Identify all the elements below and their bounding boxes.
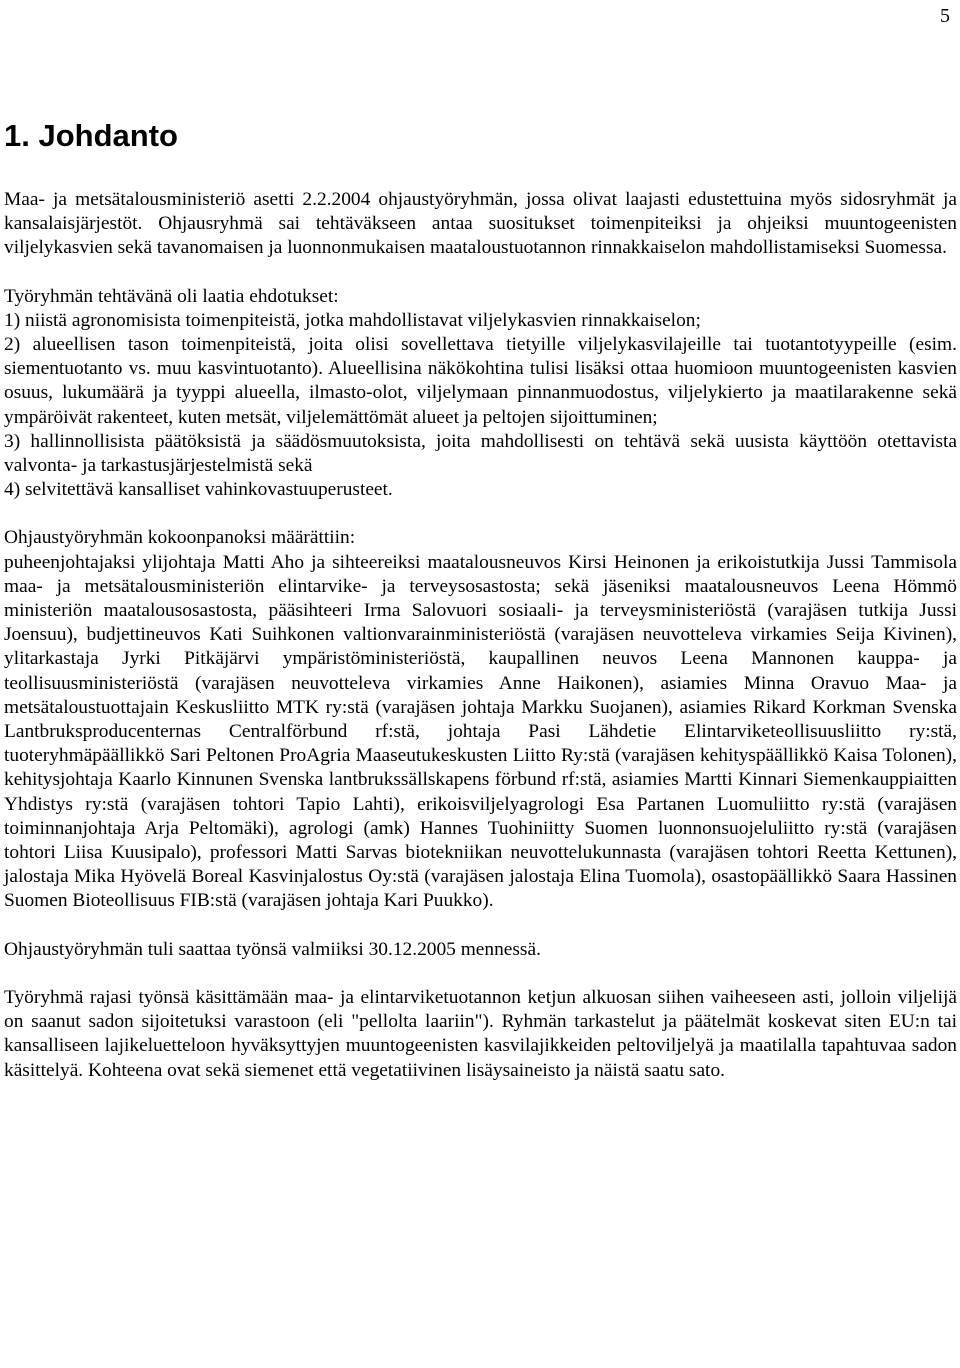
completion-paragraph: Ohjaustyöryhmän tuli saattaa työnsä valmiiksi 30.12.2005 mennessä. (4, 938, 541, 960)
task-item-3: 3) hallinnollisista päätöksistä ja säädösmuutoksista, joita mahdollisesti on tehtävä sekä uusista käyttöön otettavista valvonta- ja tarkastusjärjestelmistä sekä (4, 430, 957, 477)
task-section (4, 285, 957, 503)
composition-lead: Ohjaustyöryhmän kokoonpanoksi määrättiin: (4, 527, 356, 549)
scope-paragraph: Työryhmä rajasi työnsä käsittämään maa- ja elintarviketuotannon ketjun alkuosan siihen vaiheeseen asti, jolloin viljelijä on saanut sadon sijoitetuksi varastoon (eli "pellolta laariin"). Ryhmän tarkastelut ja päätelmät koskevat siten EU:n tai kansalliseen lajikeluetteloon hyväksyttyjen muuntogeenisten kasvilajikkeiden peltoviljelyä ja maatilalla tapahtuvaa sadon käsittelyä. Kohteena ovat sekä siemenet että vegetatiivinen lisäysaineisto ja näistä saatu sato. (4, 986, 957, 1081)
task-item-4: 4) selvitettävä kansalliset vahinkovastuuperusteet. (4, 479, 393, 501)
page-number: 5 (940, 5, 950, 27)
task-item-2: 2) alueellisen tason toimenpiteistä, joita olisi sovellettava tietyille viljelykasvilajeille tai tuotantotyypeille (esim. siementuotanto vs. muu kasvintuotanto). Alueellisina näkökohtina tulisi lisäksi ottaa huomioon muuntogeenisten kasvien osuus, lukumäärä ja tyyppi alueella, ilmasto-olot, viljelymaan pinnanmuodostus, viljelykierto ja maatilarakenne sekä ympäröivät rakenteet, kuten metsät, viljelemättömät alueet ja peltojen sijoittuminen; (4, 334, 957, 428)
intro-paragraph: Maa- ja metsätalousministeriö asetti 2.2.2004 ohjaustyöryhmän, jossa olivat laajasti edustettuina myös sidosryhmät ja kansalaisjärjestöt. Ohjausryhmä sai tehtäväkseen antaa suositukset toimenpiteiksi ja ohjeiksi muuntogeenisten viljelykasvien sekä tavanomaisen ja luonnonmukaisen maataloustuotannon rinnakkaiselon mahdollistamiseksi Suomessa. (4, 189, 957, 259)
task-item-1: 1) niistä agronomisista toimenpiteistä, jotka mahdollistavat viljelykasvien rinnakkaiselon; (4, 309, 701, 331)
section-heading: 1. Johdanto (4, 118, 178, 153)
composition-section (4, 526, 957, 913)
task-lead: Työryhmän tehtävänä oli laatia ehdotukset: (4, 285, 339, 307)
composition-members: puheenjohtajaksi ylijohtaja Matti Aho ja sihteereiksi maatalousneuvos Kirsi Heinonen ja erikoistutkija Jussi Tammisola maa- ja metsätalousministeriön elintarvike- ja terveysosastosta; sekä jäseniksi maatalousneuvos Leena Hömmö ministeriön maatalousosastosta, pääsihteeri Irma Salovuori sosiaali- ja terveysministeriöstä (varajäsen tutkija Jussi Joensuu), budjettineuvos Kati Suihkonen valtionvarainministeriöstä (varajäsen neuvotteleva virkamies Seija Kivinen), ylitarkastaja Jyrki Pitkäjärvi ympäristöministeriöstä, kaupallinen neuvos Leena Mannonen kauppa- ja teollisuusministeriöstä (varajäsen neuvotteleva virkamies Anne Haikonen), asiamies Minna Oravuo Maa- ja metsätaloustuottajain Keskusliitto MTK ry:stä (varajäsen johtaja Markku Suojanen), asiamies Rikard Korkman Svenska Lantbruksproducenternas Centralförbund rf:stä, johtaja Pasi Lähdetie Elintarviketeollisuusliitto ry:stä, tuoteryhmäpäällikkö Sari Peltonen ProAgria Maaseutukeskusten Liitto Ry:stä (varajäsen kehityspäällikkö Kaisa Tolonen), kehitysjohtaja Kaarlo Kinnunen Svenska lantbrukssällskapens förbund rf:stä, asiamies Martti Kinnari Siemenkauppiaitten Yhdistys ry:stä (varajäsen tohtori Tapio Lahti), erikoisviljelyagrologi Esa Partanen Luomuliitto ry:stä (varajäsen toiminnanjohtaja Arja Peltomäki), agrologi (amk) Hannes Tuohiniitty Suomen luonnonsuojeluliitto ry:stä (varajäsen tohtori Liisa Kuusipalo), professori Matti Sarvas biotekniikan neuvottelukunnasta (varajäsen tohtori Reetta Kettunen), jalostaja Mika Hyövelä Boreal Kasvinjalostus Oy:stä (varajäsen jalostaja Elina Tuomola), osastopäällikkö Saara Hassinen Suomen Bioteollisuus FIB:stä (varajäsen johtaja Kari Puukko). (4, 551, 957, 912)
document-body (4, 188, 957, 1107)
